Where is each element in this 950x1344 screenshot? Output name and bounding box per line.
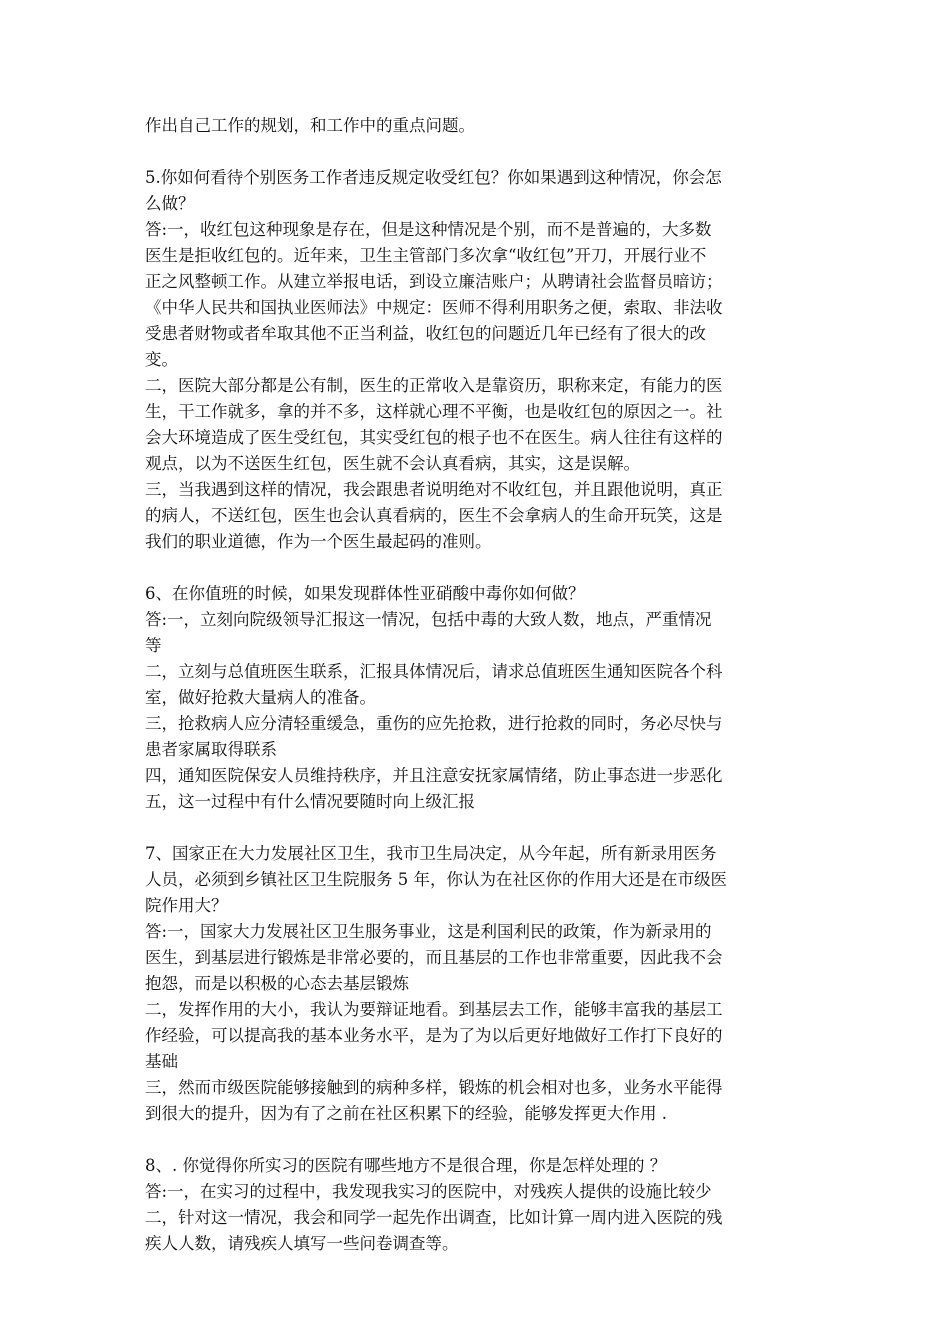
question-7 (145, 841, 810, 919)
answer-line: 答:一，国家大力发展社区卫生服务事业，这是利国利民的政策，作为新录用的 (145, 922, 712, 941)
answer-line: 医生，到基层进行锻炼是非常必要的，而且基层的工作也非常重要，因此我不会 (145, 948, 723, 967)
paragraph-gap (145, 1127, 810, 1153)
answer-line: 《中华人民共和国执业医师法》中规定：医师不得利用职务之便，索取、非法收 (145, 298, 723, 317)
answer-line: 室，做好抢救大量病人的准备。 (145, 688, 376, 707)
answer-line: 二，针对这一情况，我会和同学一起先作出调查，比如计算一周内进入医院的残 (145, 1208, 723, 1227)
answer-line: 二，立刻与总值班医生联系，汇报具体情况后，请求总值班医生通知医院各个科 (145, 662, 723, 681)
answer-line: 等 (145, 636, 162, 655)
document-page (145, 113, 810, 1257)
question-line: 7、国家正在大力发展社区卫生，我市卫生局决定，从今年起，所有新录用医务 (145, 844, 717, 863)
question-8 (145, 1153, 810, 1179)
answer-8-2 (145, 1205, 810, 1257)
question-line: 院作用大？ (145, 896, 228, 915)
answer-line: 会大环境造成了医生受红包，其实受红包的根子也不在医生。病人往往有这样的 (145, 428, 723, 447)
answer-line: 抱怨，而是以积极的心态去基层锻炼 (145, 974, 409, 993)
answer-5-2 (145, 373, 810, 477)
answer-line: 五，这一过程中有什么情况要随时向上级汇报 (145, 792, 475, 811)
answer-line: 正之风整顿工作。从建立举报电话，到设立廉洁账户；从聘请社会监督员暗访； (145, 272, 723, 291)
answer-line: 观点，以为不送医生红包，医生就不会认真看病，其实，这是误解。 (145, 454, 640, 473)
answer-line: 受患者财物或者牟取其他不正当利益，收红包的问题近几年已经有了很大的改 (145, 324, 706, 343)
answer-line: 的病人，不送红包，医生也会认真看病的，医生不会拿病人的生命开玩笑，这是 (145, 506, 723, 525)
answer-line: 答:一，立刻向院级领导汇报这一情况，包括中毒的大致人数，地点，严重情况 (145, 610, 712, 629)
question-line: 5.你如何看待个别医务工作者违反规定收受红包？你如果遇到这种情况，你会怎 (145, 168, 722, 187)
answer-6-3 (145, 711, 810, 763)
answer-line: 变。 (145, 350, 178, 369)
answer-7-1 (145, 919, 810, 997)
intro-paragraph (145, 113, 810, 139)
paragraph-gap (145, 815, 810, 841)
answer-6-1 (145, 607, 810, 659)
answer-5-1 (145, 217, 810, 373)
question-5 (145, 165, 810, 217)
answer-line: 基础 (145, 1052, 178, 1071)
text-line: 作出自己工作的规划，和工作中的重点问题。 (145, 116, 475, 135)
question-6 (145, 581, 810, 607)
answer-line: 我们的职业道德，作为一个医生最起码的准则。 (145, 532, 492, 551)
answer-6-4 (145, 763, 810, 789)
answer-7-2 (145, 997, 810, 1075)
answer-line: 疾人人数，请残疾人填写一些问卷调查等。 (145, 1234, 459, 1253)
answer-6-2 (145, 659, 810, 711)
answer-line: 三，当我遇到这样的情况，我会跟患者说明绝对不收红包，并且跟他说明，真正 (145, 480, 723, 499)
paragraph-gap (145, 139, 810, 165)
answer-line: 三，抢救病人应分清轻重缓急，重伤的应先抢救，进行抢救的同时，务必尽快与 (145, 714, 723, 733)
answer-7-3 (145, 1075, 810, 1127)
answer-line: 到很大的提升，因为有了之前在社区积累下的经验，能够发挥更大作用 . (145, 1104, 667, 1123)
question-line: 6、在你值班的时候，如果发现群体性亚硝酸中毒你如何做？ (145, 584, 585, 603)
question-line: 么做？ (145, 194, 195, 213)
answer-line: 四，通知医院保安人员维持秩序，并且注意安抚家属情绪，防止事态进一步恶化 (145, 766, 723, 785)
answer-line: 答:一，在实习的过程中，我发现我实习的医院中，对残疾人提供的设施比较少 (145, 1182, 712, 1201)
answer-line: 答:一，收红包这种现象是存在，但是这种情况是个别，而不是普遍的，大多数 (145, 220, 712, 239)
paragraph-gap (145, 555, 810, 581)
answer-line: 作经验，可以提高我的基本业务水平，是为了为以后更好地做好工作打下良好的 (145, 1026, 723, 1045)
question-line: 8、. 你觉得你所实习的医院有哪些地方不是很合理，你是怎样处理的 ？ (145, 1156, 667, 1175)
answer-line: 患者家属取得联系 (145, 740, 277, 759)
answer-line: 三，然而市级医院能够接触到的病种多样，锻炼的机会相对也多，业务水平能得 (145, 1078, 723, 1097)
answer-line: 医生是拒收红包的。近年来，卫生主管部门多次拿“收红包”开刀，开展行业不 (145, 246, 707, 265)
answer-line: 二，医院大部分都是公有制，医生的正常收入是靠资历，职称来定，有能力的医 (145, 376, 723, 395)
answer-line: 二，发挥作用的大小，我认为要辩证地看。到基层去工作，能够丰富我的基层工 (145, 1000, 723, 1019)
answer-line: 生，干工作就多，拿的并不多，这样就心理不平衡，也是收红包的原因之一。社 (145, 402, 723, 421)
answer-6-5 (145, 789, 810, 815)
question-line: 人员，必须到乡镇社区卫生院服务 5 年，你认为在社区你的作用大还是在市级医 (145, 870, 727, 889)
answer-5-3 (145, 477, 810, 555)
answer-8-1 (145, 1179, 810, 1205)
